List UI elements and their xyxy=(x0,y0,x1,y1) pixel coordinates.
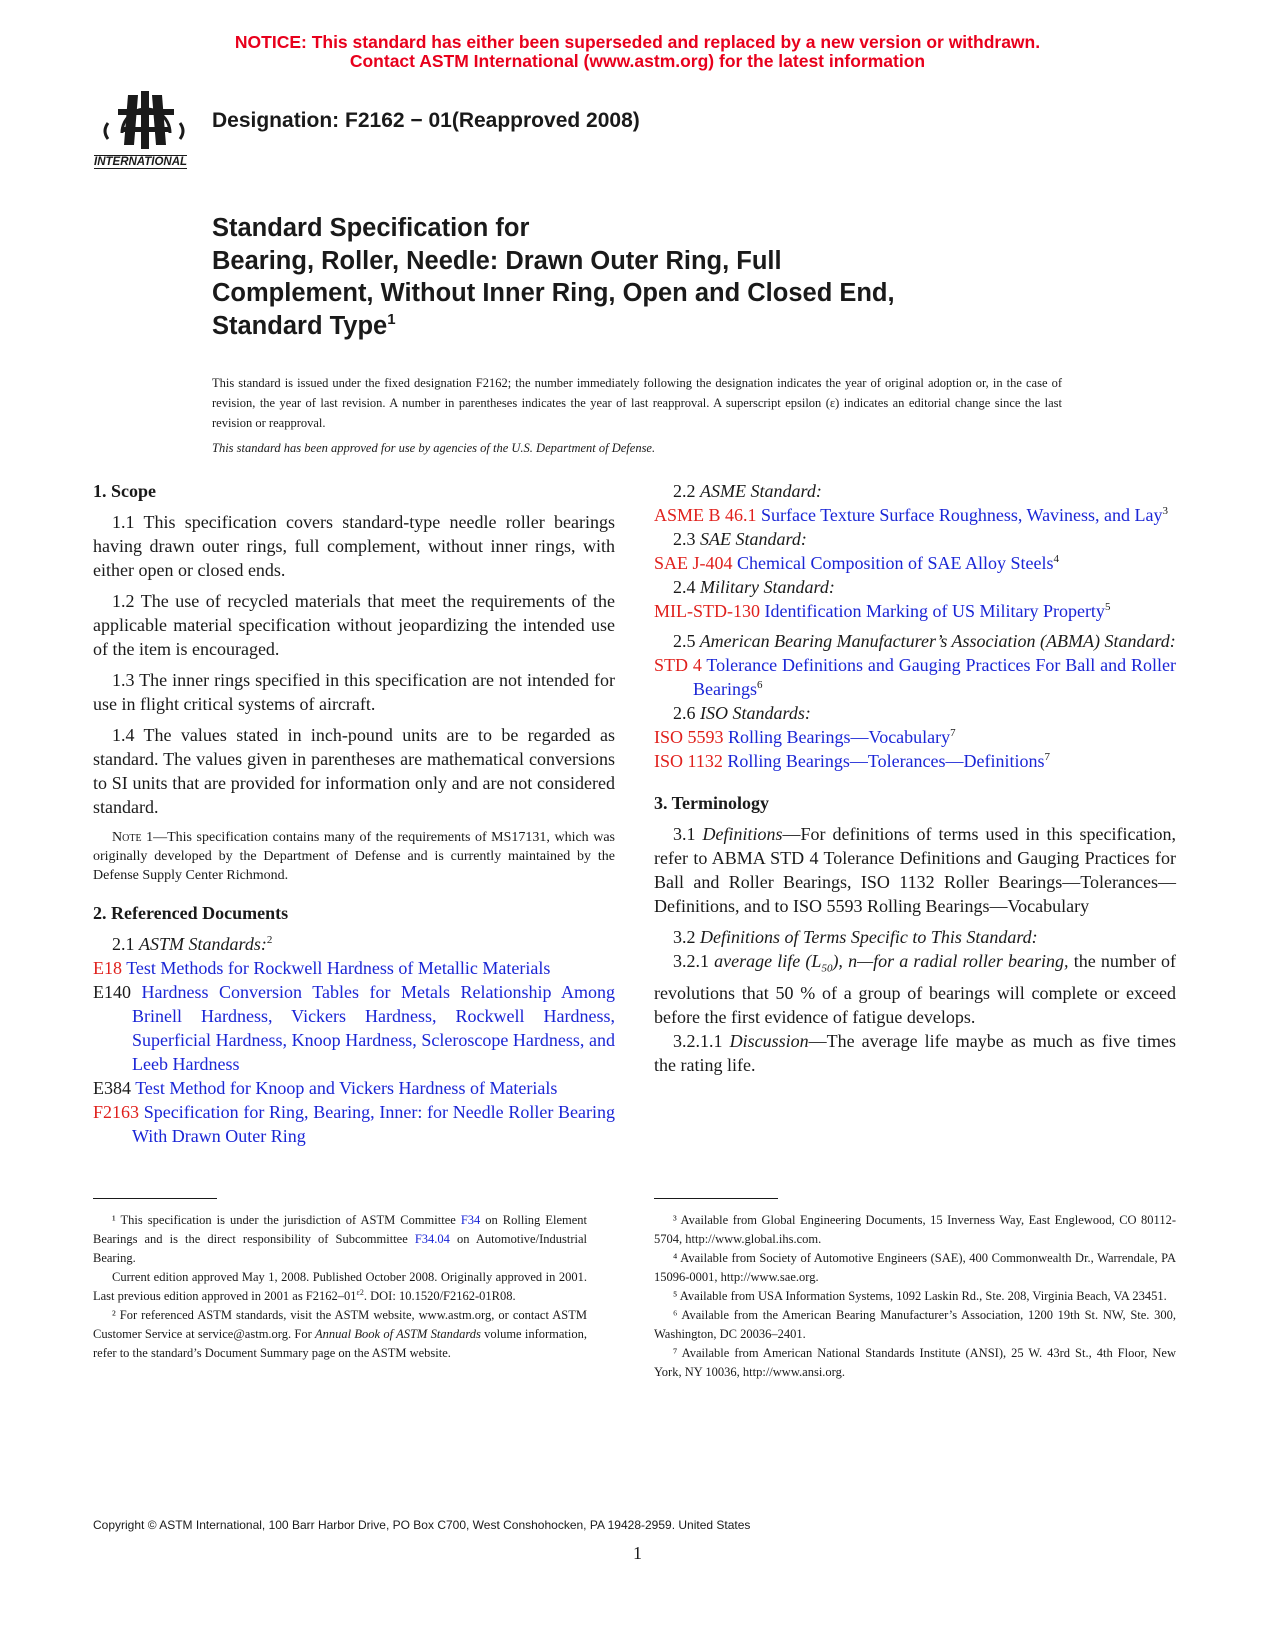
subsection-2-4: 2.4 Military Standard: xyxy=(673,577,835,597)
ref-link-f2163[interactable]: Specification for Ring, Bearing, Inner: for Needle Roller Bearing With Drawn Outer Ring xyxy=(132,1102,615,1146)
ref-mil: MIL-STD-130 Identification Marking of US Military Property$^5$ xyxy=(654,601,1111,621)
notice-line-1: NOTICE: This standard has either been superseded and replaced by a new version or withdrawn. xyxy=(234,32,1041,52)
left-column xyxy=(93,479,615,1148)
ref-asme: ASME B 46.1 Surface Texture Surface Roughness, Waviness, and Lay$^3$ xyxy=(654,505,1169,525)
ref-code-f2163[interactable]: F2163 xyxy=(93,1102,140,1122)
footnote-7: ⁷ Available from American National Standards Institute (ANSI), 25 W. 43rd St., 4th Floor, New York, NY 10036, http://www.ansi.org. xyxy=(654,1346,1176,1379)
ref-f2163 xyxy=(93,1100,615,1148)
paragraph-3-2-1-1: 3.2.1.1 Discussion—The average life maybe as much as five times the rating life. xyxy=(654,1030,1176,1075)
copyright-line: Copyright © ASTM International, 100 Barr Harbor Drive, PO Box C700, West Conshohocken, PA 19428-2959. United States xyxy=(93,1518,751,1532)
paragraph-3-2-1: 3.2.1 average life $(L_{50})$, n—for a radial roller bearing, the number of revolutions that 50 % of a group of bearings will complete or exceed before the first evidence of fatigue develops. xyxy=(654,951,1176,1027)
footnote-1-edition: Current edition approved May 1, 2008. Published October 2008. Originally approved in 2001. Last previous edition approved in 2001 as $F2162-01^{\varepsilon 2}$. DOI: 10.1520/F2162-01R08. xyxy=(93,1270,587,1303)
ref-link-e18[interactable]: Test Methods for Rockwell Hardness of Metallic Materials xyxy=(126,958,551,978)
ref-link-asme[interactable]: Surface Texture Surface Roughness, Waviness, and Lay xyxy=(761,505,1163,525)
paragraph-3-2: 3.2 Definitions of Terms Specific to This Standard: xyxy=(673,927,1038,947)
page-number: 1 xyxy=(633,1543,642,1563)
subsection-2-2: 2.2 ASME Standard: xyxy=(673,481,822,501)
title-line-4: Standard Type$^1$ xyxy=(212,310,396,340)
section-heading-scope: 1. Scope xyxy=(93,481,156,501)
ref-link-std4[interactable]: Tolerance Definitions and Gauging Practices For Ball and Roller Bearings xyxy=(693,655,1176,699)
ref-iso1132: ISO 1132 Rolling Bearings—Tolerances—Definitions$^7$ xyxy=(654,751,1051,771)
ref-std4: STD 4 Tolerance Definitions and Gauging Practices For Ball and Roller Bearings$^6$ xyxy=(654,655,1176,699)
notice-line-2: Contact ASTM International (www.astm.org) for the latest information xyxy=(349,51,926,71)
paragraph-1-1: 1.1 This specification covers standard-type needle roller bearings having drawn outer rings, full complement, without inner rings, with either open or closed ends. xyxy=(93,512,615,580)
footnote-5: ⁵ Available from USA Information Systems, 1092 Laskin Rd., Ste. 208, Virginia Beach, VA 23451. xyxy=(673,1289,1167,1303)
subsection-2-6: 2.6 ISO Standards: xyxy=(673,703,811,723)
section-heading-referenced-documents: 2. Referenced Documents xyxy=(93,903,289,923)
footnotes-right xyxy=(654,1211,1176,1382)
link-f34[interactable]: F34 xyxy=(460,1213,481,1227)
paragraph-1-2: 1.2 The use of recycled materials that meet the requirements of the applicable material specification without jeopardizing the intended use of the item is encouraged. xyxy=(93,591,615,659)
footnote-4: ⁴ Available from Society of Automotive Engineers (SAE), 400 Commonwealth Dr., Warrendale, PA 15096-0001, http://www.sae.org. xyxy=(654,1251,1176,1284)
footnote-3: ³ Available from Global Engineering Documents, 15 Inverness Way, East Englewood, CO 80112-5704, http://www.global.ihs.com. xyxy=(654,1213,1176,1246)
ref-iso5593: ISO 5593 Rolling Bearings—Vocabulary$^7$ xyxy=(654,727,956,747)
ref-link-e140[interactable]: Hardness Conversion Tables for Metals Relationship Among Brinell Hardness, Vickers Hardness, Rockwell Hardness, Superficial Hardness, Knoop Hardness, Scleroscope Hardness, and Leeb Hardness xyxy=(132,982,616,1074)
subsection-2-3: 2.3 SAE Standard: xyxy=(673,529,807,549)
ref-code-mil[interactable]: MIL-STD-130 xyxy=(654,601,760,621)
ref-link-sae[interactable]: Chemical Composition of SAE Alloy Steels xyxy=(737,553,1054,573)
ref-code-sae[interactable]: SAE J-404 xyxy=(654,553,733,573)
link-f34-04[interactable]: F34.04 xyxy=(414,1232,450,1246)
ref-sae: SAE J-404 Chemical Composition of SAE Alloy Steels$^4$ xyxy=(654,553,1060,573)
ref-link-e384[interactable]: Test Method for Knoop and Vickers Hardness of Materials xyxy=(135,1078,558,1098)
ref-code-iso1132[interactable]: ISO 1132 xyxy=(654,751,723,771)
footnote-rule-left xyxy=(93,1198,217,1199)
ref-code-iso5593[interactable]: ISO 5593 xyxy=(654,727,724,747)
subsection-2-5: 2.5 American Bearing Manufacturer’s Association (ABMA) Standard: xyxy=(673,631,1176,651)
footnote-6: ⁶ Available from the American Bearing Manufacturer’s Association, 1200 19th St. NW, Ste. 300, Washington, DC 20036–2401. xyxy=(654,1308,1176,1341)
logo-wordmark: INTERNATIONAL xyxy=(94,156,188,168)
paragraph-1-4: 1.4 The values stated in inch-pound units are to be regarded as standard. The values given in parentheses are mathematical conversions to SI units that are provided for information only and are not considered standard. xyxy=(93,725,615,817)
ref-code-asme[interactable]: ASME B 46.1 xyxy=(654,505,757,525)
title-line-2: Bearing, Roller, Needle: Drawn Outer Ring, Full xyxy=(212,246,782,275)
footnotes-left xyxy=(93,1211,587,1363)
ref-code-e18[interactable]: E18 xyxy=(93,958,122,978)
ref-link-iso1132[interactable]: Rolling Bearings—Tolerances—Definitions xyxy=(727,751,1045,771)
designation: Designation: F2162 − 01(Reapproved 2008) xyxy=(212,109,640,132)
paragraph-1-3: 1.3 The inner rings specified in this specification are not intended for use in flight critical systems of aircraft. xyxy=(93,670,615,714)
withdrawal-notice xyxy=(0,33,1275,71)
issuance-statement: This standard is issued under the fixed designation F2162; the number immediately following the designation indicates the year of original adoption or, in the case of revision, the year of last revision. A number in parentheses indicates the year of last reapproval. A superscript epsilon (ε) indicates an editorial change since the last revision or reapproval. xyxy=(212,376,1062,430)
ref-link-mil[interactable]: Identification Marking of US Military Property xyxy=(764,601,1105,621)
ref-code-e140: E140 xyxy=(93,982,131,1002)
footnote-1: ¹ This specification is under the jurisdiction of ASTM Committee F34 on Rolling Element Bearings and is the direct responsibility of Subcommittee F34.04 on Automotive/Industrial Bearing. xyxy=(93,1213,587,1265)
paragraph-3-1: 3.1 Definitions—For definitions of terms used in this specification, refer to ABMA STD 4 Tolerance Definitions and Gauging Practices for Ball and Roller Bearings, ISO 1132 Roller Bearings—Tolerances—Definitions, and to ISO 5593 Rolling Bearings—Vocabulary xyxy=(654,824,1176,916)
ref-code-e384: E384 xyxy=(93,1078,131,1098)
right-column xyxy=(654,479,1176,1077)
document-title xyxy=(212,212,895,342)
section-heading-terminology: 3. Terminology xyxy=(654,793,770,813)
ref-link-iso5593[interactable]: Rolling Bearings—Vocabulary xyxy=(728,727,951,747)
astm-logo xyxy=(94,83,194,175)
footnote-rule-right xyxy=(654,1198,778,1199)
note-1: Note 1—This specification contains many of the requirements of MS17131, which was originally developed by the Department of Defense and is currently maintained by the Defense Supply Center Richmond. xyxy=(93,830,615,883)
ref-e384 xyxy=(93,1076,615,1100)
subsection-2-1: 2.1 ASTM Standards:$^2$ xyxy=(112,934,273,954)
footnote-2: ² For referenced ASTM standards, visit the ASTM website, www.astm.org, or contact ASTM Customer Service at service@astm.org. For Annual Book of ASTM Standards volume information, refer to the standard’s Document Summary page on the ASTM website. xyxy=(93,1308,588,1360)
title-line-3: Complement, Without Inner Ring, Open and Closed End, xyxy=(212,279,895,307)
ref-code-std4[interactable]: STD 4 xyxy=(654,655,702,675)
dod-approval-note: This standard has been approved for use by agencies of the U.S. Department of Defense. xyxy=(212,441,656,455)
ref-e18 xyxy=(93,956,615,980)
title-line-1: Standard Specification for xyxy=(212,214,530,242)
ref-e140 xyxy=(93,980,615,1076)
title-footnote-ref: 1 xyxy=(387,310,396,328)
